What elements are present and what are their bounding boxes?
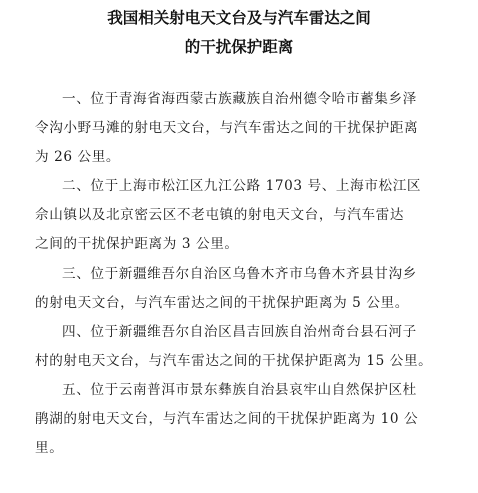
- paragraph-1-line-2: 令沟小野马滩的射电天文台，与汽车雷达之间的干扰保护距离: [35, 120, 419, 136]
- paragraph-2-line-3: 之间的干扰保护距离为 3 公里。: [35, 236, 239, 252]
- paragraph-3-line-1: 三、位于新疆维吾尔自治区乌鲁木齐市乌鲁木齐县甘沟乡: [62, 266, 417, 282]
- document-title-line-2: 的干扰保护距离: [184, 38, 294, 56]
- paragraph-3-line-2: 的射电天文台，与汽车雷达之间的干扰保护距离为 5 公里。: [35, 295, 409, 311]
- paragraph-5-line-3: 里。: [35, 440, 64, 456]
- paragraph-5-line-2: 鹃湖的射电天文台，与汽车雷达之间的干扰保护距离为 10 公: [35, 411, 419, 427]
- paragraph-1-line-3: 为 26 公里。: [35, 149, 121, 165]
- document-title-line-1: 我国相关射电天文台及与汽车雷达之间: [107, 9, 371, 27]
- paragraph-2-line-1: 二、位于上海市松江区九江公路 1703 号、上海市松江区: [62, 178, 422, 194]
- paragraph-5-line-1: 五、位于云南普洱市景东彝族自治县哀牢山自然保护区杜: [62, 382, 417, 398]
- paragraph-4-line-2: 村的射电天文台，与汽车雷达之间的干扰保护距离为 15 公里。: [35, 353, 433, 369]
- paragraph-1-line-1: 一、位于青海省海西蒙古族藏族自治州德令哈市蓄集乡泽: [62, 91, 417, 107]
- paragraph-4-line-1: 四、位于新疆维吾尔自治区昌吉回族自治州奇台县石河子: [62, 324, 417, 340]
- paragraph-2-line-2: 佘山镇以及北京密云区不老屯镇的射电天文台，与汽车雷达: [35, 207, 405, 223]
